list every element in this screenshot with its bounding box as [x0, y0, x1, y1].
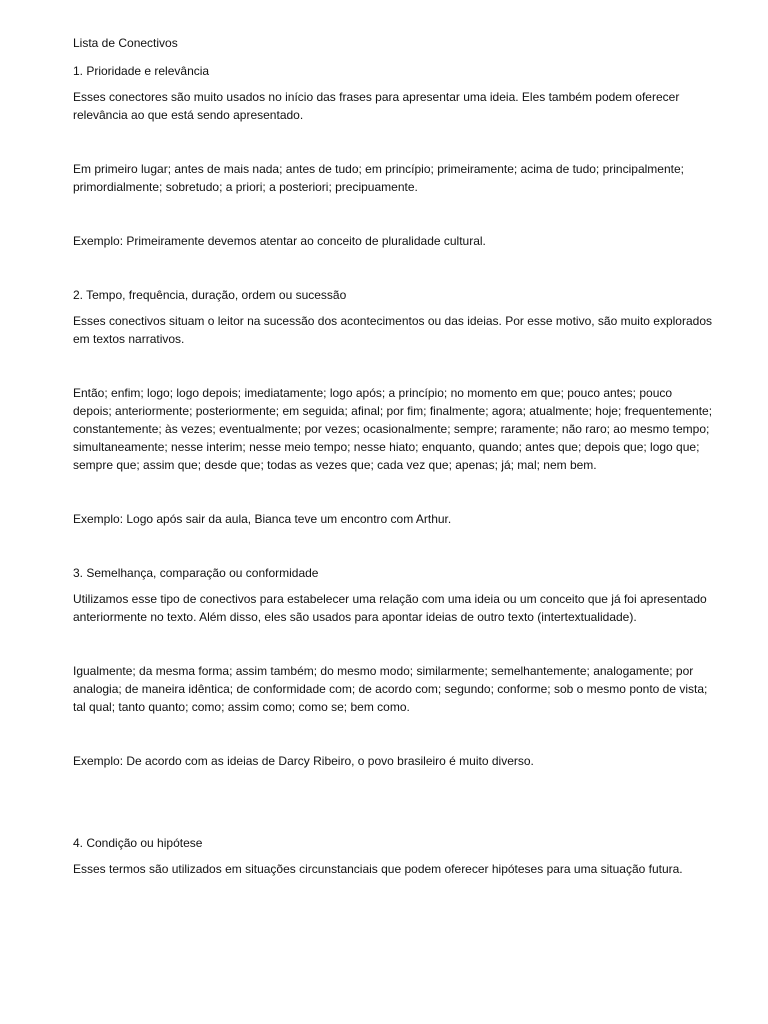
section-1-example: Exemplo: Primeiramente devemos atentar ao conceito de pluralidade cultural.	[73, 234, 486, 248]
section-4-intro: Esses termos são utilizados em situações circunstanciais que podem oferecer hipóteses para uma situação futura.	[73, 862, 683, 876]
section-2-list: Então; enfim; logo; logo depois; imediatamente; logo após; a princípio; no momento em que; pouco antes; pouco depois; anteriormente; posteriormente; em seguida; afinal; por fim; finalmente; agora; atualmente; hoje; frequentemente; constantemente; às vezes; eventualmente; por vezes; ocasionalmente; sempre; raramente; não raro; ao mesmo tempo; simultaneamente; nesse interim; nesse meio tempo; nesse hiato; enquanto, quando; antes que; depois que; logo que; sempre que; assim que; desde que; todas as vezes que; cada vez que; apenas; já; mal; nem bem.	[73, 386, 713, 472]
section-4-heading: 4. Condição ou hipótese	[73, 836, 203, 850]
section-3-list: Igualmente; da mesma forma; assim também; do mesmo modo; similarmente; semelhantemente; analogamente; por analogia; de maneira idêntica; de conformidade com; de acordo com; segundo; conforme; sob o mesmo ponto de vista; tal qual; tanto quanto; como; assim como; como se; bem como.	[73, 664, 708, 714]
section-1-intro: Esses conectores são muito usados no início das frases para apresentar uma ideia. Eles também podem oferecer relevância ao que está sendo apresentado.	[73, 90, 680, 122]
section-3-heading: 3. Semelhança, comparação ou conformidade	[73, 566, 319, 580]
section-2-example: Exemplo: Logo após sair da aula, Bianca teve um encontro com Arthur.	[73, 512, 452, 526]
document-title: Lista de Conectivos	[73, 36, 178, 50]
section-2-intro: Esses conectivos situam o leitor na sucessão dos acontecimentos ou das ideias. Por esse motivo, são muito explorados em textos narrativos.	[73, 314, 712, 346]
section-1-heading: 1. Prioridade e relevância	[73, 64, 210, 78]
document-page	[73, 34, 713, 878]
section-2-heading: 2. Tempo, frequência, duração, ordem ou sucessão	[73, 288, 347, 302]
section-3-example: Exemplo: De acordo com as ideias de Darcy Ribeiro, o povo brasileiro é muito diverso.	[73, 754, 534, 768]
section-1-list: Em primeiro lugar; antes de mais nada; antes de tudo; em princípio; primeiramente; acima de tudo; principalmente; primordialmente; sobretudo; a priori; a posteriori; precipuamente.	[73, 162, 684, 194]
section-3-intro: Utilizamos esse tipo de conectivos para estabelecer uma relação com uma ideia ou um conceito que já foi apresentado anteriormente no texto. Além disso, eles são usados para apontar ideias de outro texto (intertextualidade).	[73, 592, 707, 624]
